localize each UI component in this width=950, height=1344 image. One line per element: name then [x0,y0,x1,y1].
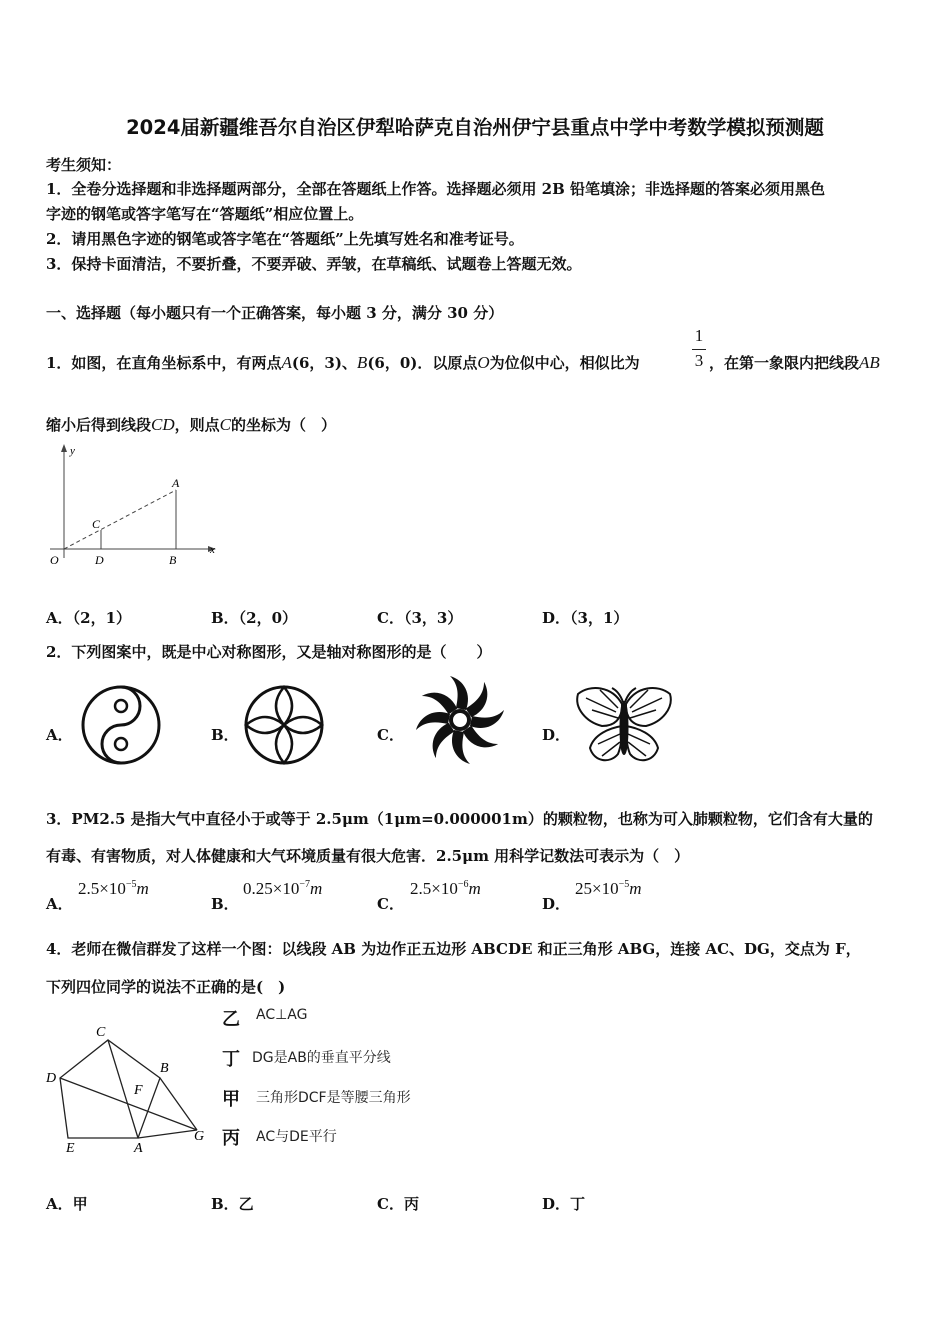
q1-coordinate-figure [44,440,229,575]
q4-option-a[interactable]: A．甲 [46,1195,88,1213]
notice-item-1b: 字迹的钢笔或答字笔写在“答题纸”相应位置上。 [46,205,364,223]
q1-option-d[interactable]: D．（3，1） [542,609,629,627]
pinwheel-center-icon [451,711,469,729]
q3-option-a-label[interactable]: A． [46,895,73,913]
q4-student-3: 甲 [222,1089,240,1110]
q4-student-1: 乙 [222,1009,240,1030]
q4-label-e: E [66,1141,75,1156]
yinyang-dot-top-icon [115,700,127,712]
q3-option-c-label[interactable]: C． [377,895,404,913]
q1-label-y: y [70,445,75,457]
q4-label-a: A [134,1141,143,1156]
q1-option-c[interactable]: C．（3，3） [377,609,463,627]
q4-line-ag [138,1130,197,1138]
notice-item-2: 2．请用黑色字迹的钢笔或答字笔在“答题纸”上先填写姓名和准考证号。 [46,230,524,248]
q4-label-b: B [160,1061,169,1076]
q3-option-a-expr[interactable]: $2.5\times 10^{-5}m$ [78,879,149,898]
q3-stem-line1: 3．PM2.5 是指大气中直径小于或等于 2.5μm（1μm=0.000001m）的颗粒物，也称为可入肺颗粒物，它们含有大量的 [46,810,873,828]
q4-label-g: G [194,1129,205,1144]
q1-point-c: C [219,415,231,434]
flower-petal-left-icon [246,717,284,733]
q4-line-dg [60,1078,197,1130]
q4-pentagon-figure [40,1020,220,1160]
yinyang-dot-bottom-icon [115,738,127,750]
q1-coord-b: (6，0)．以原点 [367,354,478,372]
q3-option-b-expr[interactable]: $0.25\times 10^{-7}m$ [243,879,323,898]
q4-line-bg [160,1078,197,1130]
q4-statement-4: AC与DE平行 [256,1129,337,1145]
q1-option-a[interactable]: A．（2，1） [46,609,132,627]
q1-text-4: 缩小后得到线段 [46,416,152,434]
q2-option-a-label[interactable]: A． [46,726,73,744]
q1-text-6: 的坐标为（ ） [231,416,337,434]
q1-line-oa [64,490,176,549]
q1-text-3: ，在第一象限内把线段 [709,354,860,372]
q4-option-d[interactable]: D．丁 [542,1195,586,1213]
q3-stem-line2: 有毒、有害物质，对人体健康和大气环境质量有很大危害．2.5μm 用科学记数法可表示为（ ） [46,847,690,865]
q2-flower-figure[interactable] [238,680,336,770]
flower-petal-top-icon [276,687,292,725]
q1-stem-line2 [46,414,336,435]
q1-label-c: C [92,517,101,531]
butterfly-right-lower-wing-icon [626,726,658,760]
q1-y-arrow [61,444,67,452]
q1-label-o: O [50,553,59,567]
notice-heading: 考生须知： [46,156,122,174]
butterfly-right-upper-wing-icon [626,688,671,726]
q4-statement-3: 三角形DCF是等腰三角形 [256,1090,411,1106]
q3-option-b-label[interactable]: B． [211,895,239,913]
q3-option-c-expr[interactable]: $2.5\times 10^{-6}m$ [410,879,481,898]
q1-frac-num: 1 [694,326,704,345]
butterfly-left-lower-wing-icon [590,726,622,760]
q4-option-c[interactable]: C．丙 [377,1195,419,1213]
q1-label-b: B [169,553,177,567]
q1-point-o: O [477,353,490,372]
butterfly-body-icon [621,702,628,754]
q1-stem-line1-end [709,352,880,373]
flower-petal-right-icon [284,717,322,733]
q1-coord-a: (6，3)、 [291,354,357,372]
q4-label-d: D [46,1071,57,1086]
q1-segment-ab: AB [859,353,880,372]
flower-petal-bottom-icon [276,725,292,763]
q4-stem-line2: 下列四位同学的说法不正确的是( ) [46,978,286,996]
q1-frac-line [692,349,706,350]
q4-label-c: C [96,1025,106,1040]
q1-frac-den: 3 [694,351,704,370]
q2-option-c-label[interactable]: C． [377,726,404,744]
q2-option-b-label[interactable]: B． [211,726,239,744]
section-heading: 一、选择题（每小题只有一个正确答案，每小题 3 分，满分 30 分） [46,304,504,322]
q1-text-5: ，则点 [174,416,220,434]
q1-option-b[interactable]: B．（2，0） [211,609,298,627]
q2-option-d-label[interactable]: D． [542,726,571,744]
notice-item-3: 3．保持卡面清洁，不要折叠，不要弄破、弄皱，在草稿纸、试题卷上答题无效。 [46,255,582,273]
q1-label-a: A [172,476,180,490]
q4-option-b[interactable]: B．乙 [211,1195,254,1213]
q1-stem-line1 [46,352,640,373]
q2-butterfly-figure[interactable] [572,682,676,768]
yinyang-curve-icon [102,687,140,763]
q4-pentagon [60,1040,160,1138]
q1-label-x: x [210,544,215,556]
q3-option-d-expr[interactable]: $25\times 10^{-5}m$ [575,879,642,898]
q2-yinyang-figure[interactable] [76,682,166,768]
q4-label-f: F [134,1083,143,1098]
q1-point-b: B [356,353,368,372]
q1-text-1: 1．如图，在直角坐标系中，有两点 [46,354,282,372]
q4-stem-line1: 4．老师在微信群发了这样一个图：以线段 AB 为边作正五边形 ABCDE 和正三角形 ABG，连接 AC、DG，交点为 F， [46,940,861,958]
q2-pinwheel-figure[interactable] [408,672,512,768]
q1-label-d: D [95,553,104,567]
notice-item-1a: 1．全卷分选择题和非选择题两部分，全部在答题纸上作答。选择题必须用 2B 铅笔填涂；非选择题的答案必须用黑色 [46,180,826,198]
q1-segment-cd: CD [151,415,175,434]
page-title: 2024届新疆维吾尔自治区伊犁哈萨克自治州伊宁县重点中学中考数学模拟预测题 [126,116,824,139]
q1-text-2: 为位似中心，相似比为 [489,354,640,372]
q4-student-2: 丁 [222,1049,240,1070]
q2-stem: 2．下列图案中，既是中心对称图形，又是轴对称图形的是（ ） [46,643,492,661]
q4-statement-2: DG是AB的垂直平分线 [252,1050,391,1066]
q1-point-a: A [281,353,292,372]
q4-student-4: 丙 [222,1128,240,1149]
q4-statement-1: AC⊥AG [256,1007,308,1023]
q3-option-d-label[interactable]: D． [542,895,571,913]
butterfly-left-upper-wing-icon [577,688,622,726]
